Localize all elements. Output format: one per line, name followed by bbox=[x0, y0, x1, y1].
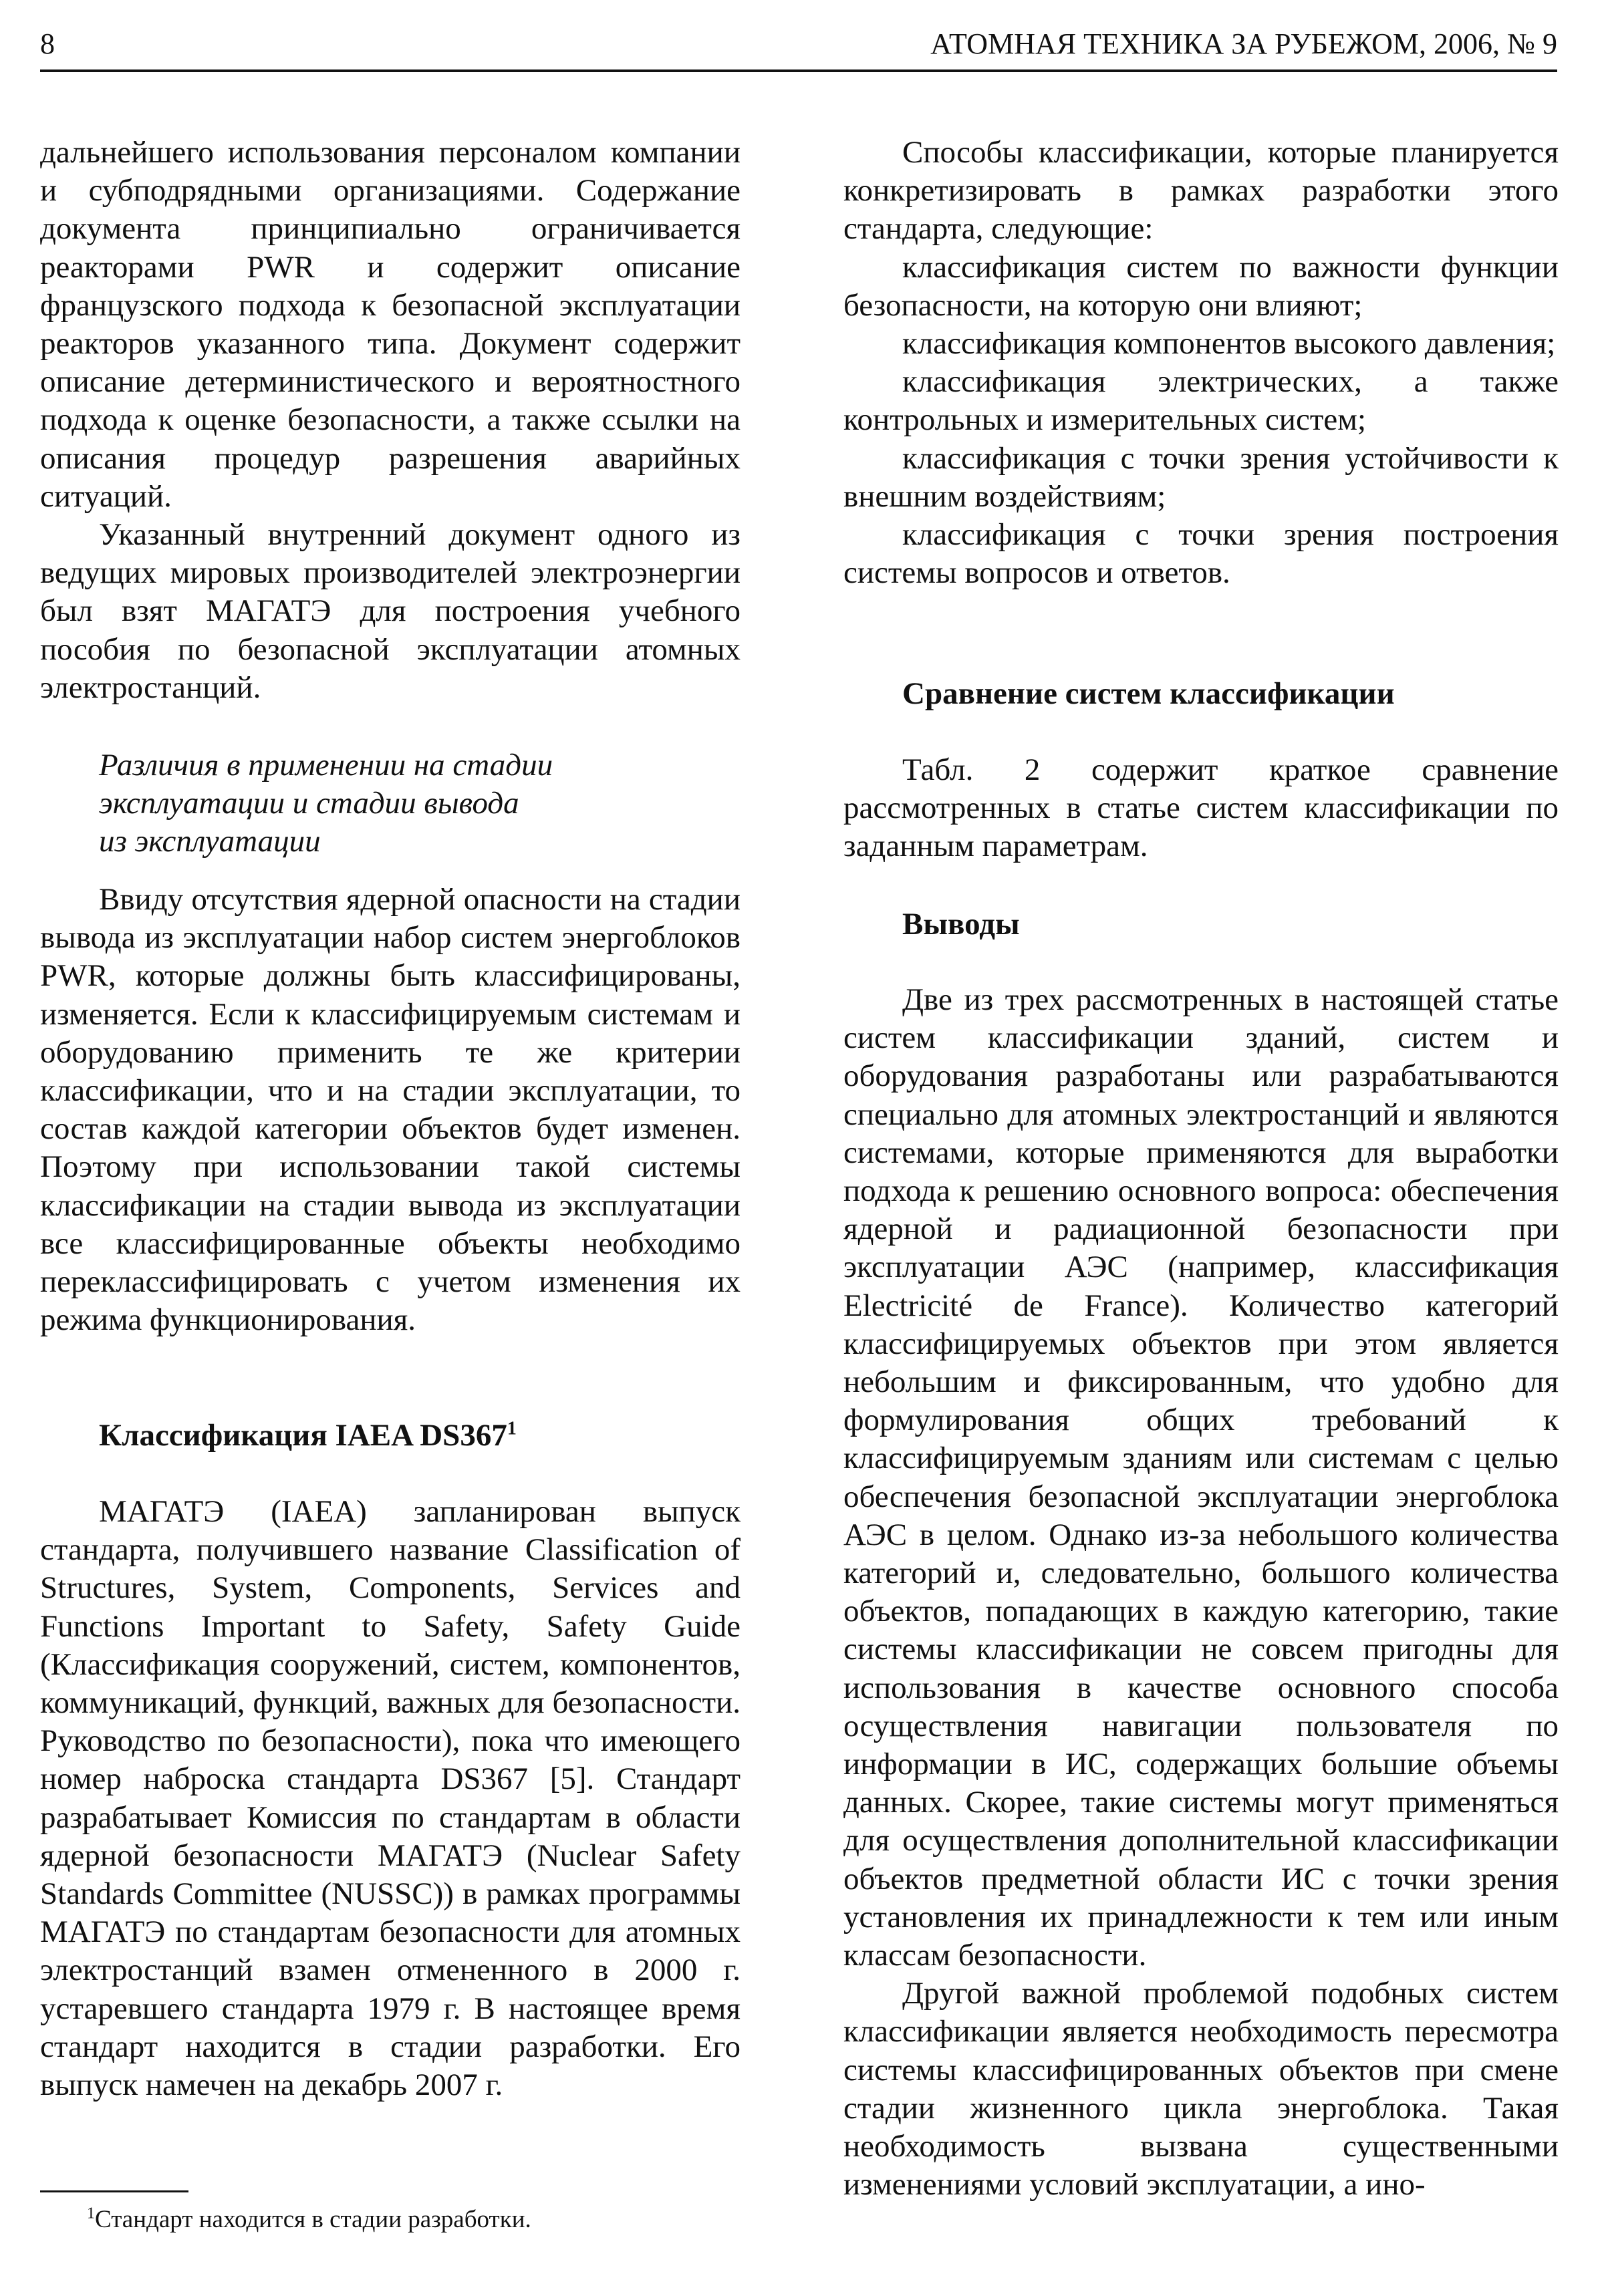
list-item: классификация компонентов высокого давления; bbox=[902, 326, 1556, 362]
list-item: классификация с точки зрения построения системы вопросов и ответов. bbox=[843, 517, 1559, 591]
right-column bbox=[843, 134, 1559, 2272]
paragraph: Другой важной проблемой подобных систем классификации является необходимость пересмотра системы классифицированных объектов при смене стадии жизненного цикла энергоблока. Такая необходимость вызвана существенными изменениями условий эксплуатации, а ино- bbox=[843, 1976, 1559, 2202]
paragraph: Табл. 2 содержит краткое сравнение рассмотренных в статье систем классификации по заданным параметрам. bbox=[843, 752, 1559, 864]
list-item: классификация с точки зрения устойчивости к внешним воздействиям; bbox=[843, 440, 1559, 514]
left-column bbox=[40, 134, 741, 2172]
list-item: классификация систем по важности функции безопасности, на которую они влияют; bbox=[843, 249, 1559, 323]
footnote-text: Стандарт находится в стадии разработки. bbox=[95, 2206, 531, 2233]
paragraph: Указанный внутренний документ одного из ведущих мировых производителей электроэнергии был взят МАГАТЭ для построения учебного пособия по безопасной эксплуатации атомных электростанций. bbox=[40, 517, 741, 705]
section-heading: Сравнение систем классификации bbox=[902, 676, 1395, 711]
footnote-ref: 1 bbox=[507, 1418, 517, 1439]
footnote bbox=[87, 2205, 531, 2234]
subheading-line: эксплуатации и стадии вывода bbox=[99, 786, 519, 821]
journal-title: АТОМНАЯ ТЕХНИКА ЗА РУБЕЖОМ, 2006, № 9 bbox=[930, 27, 1557, 60]
heading-text: Классификация IAEA DS367 bbox=[99, 1418, 507, 1453]
footnote-rule bbox=[40, 2190, 188, 2192]
list-item: классификация электрических, а также контрольных и измерительных систем; bbox=[843, 364, 1559, 438]
subheading-line: Различия в применении на стадии bbox=[99, 748, 553, 782]
paragraph: МАГАТЭ (IAEA) запланирован выпуск стандарта, получившего название Classification of Structures, System, Components, Services and Functions Important to Safety, Safety Guide (Классификация сооружений, систем, компонентов, коммуникаций, функций, важных для безопасности. Руководство по безопасности), пока что имеющего номер наброска стандарта DS367 [5]. Стандарт разрабатывает Комиссия по стандартам в области ядерной безопасности МАГАТЭ (Nuclear Safety Standards Committee (NUSSC)) в рамках программы МАГАТЭ по стандартам безопасности для атомных электростанций взамен отмененного в 2000 г. устаревшего стандарта 1979 г. В настоящее время стандарт находится в стадии разработки. Его выпуск намечен на декабрь 2007 г. bbox=[40, 1494, 741, 2103]
paragraph: Способы классификации, которые планируется конкретизировать в рамках разработки этого стандарта, следующие: bbox=[843, 135, 1559, 247]
paragraph: Две из трех рассмотренных в настоящей статье систем классификации зданий, систем и оборудования разработаны или разрабатываются специально для атомных электростанций и являются системами, которые применяются для выработки подхода к решению основного вопроса: обеспечения ядерной и радиационной безопасности при эксплуатации АЭС (например, классификация Electricité de France). Количество категорий классифицируемых объектов при этом является небольшим и фиксированным, что удобно для формулирования общих требований к классифицируемым зданиям или системам с целью обеспечения безопасной эксплуатации энергоблока АЭС в целом. Однако из-за небольшого количества категорий и, следовательно, большого количества объектов, попадающих в каждую категорию, такие системы классификации не совсем пригодны для использования в качестве основного способа осуществления навигации пользователя по информации в ИС, содержащих большие объемы данных. Скорее, такие системы могут применяться для осуществления дополнительной классификации объектов предметной области ИС с точки зрения установления их принадлежности к тем или иным классам безопасности. bbox=[843, 982, 1559, 1973]
paragraph: дальнейшего использования персоналом компании и субподрядными организациями. Содержание документа принципиально ограничивается реакторами PWR и содержит описание французского подхода к безопасной эксплуатации реакторов указанного типа. Документ содержит описание детерминистического и вероятностного подхода к оценке безопасности, а также ссылки на описания процедур разрешения аварийных ситуаций. bbox=[40, 135, 741, 514]
running-header bbox=[40, 27, 1557, 68]
header-rule bbox=[40, 69, 1557, 72]
section-subheading bbox=[40, 746, 741, 861]
paragraph: Ввиду отсутствия ядерной опасности на стадии вывода из эксплуатации набор систем энергоблоков PWR, которые должны быть классифицированы, изменяется. Если к классифицируемым системам и оборудованию применить те же критерии классификации, что и на стадии эксплуатации, то состав каждой категории объектов будет изменен. Поэтому при использовании такой системы классификации на стадии вывода из эксплуатации все классифицированные объекты необходимо переклассифицировать с учетом изменения их режима функционирования. bbox=[40, 882, 741, 1338]
section-heading: Выводы bbox=[902, 907, 1020, 942]
footnote-mark: 1 bbox=[87, 2204, 95, 2222]
section-heading bbox=[40, 1417, 741, 1455]
subheading-line: из эксплуатации bbox=[99, 824, 321, 859]
page-number: 8 bbox=[40, 27, 55, 60]
